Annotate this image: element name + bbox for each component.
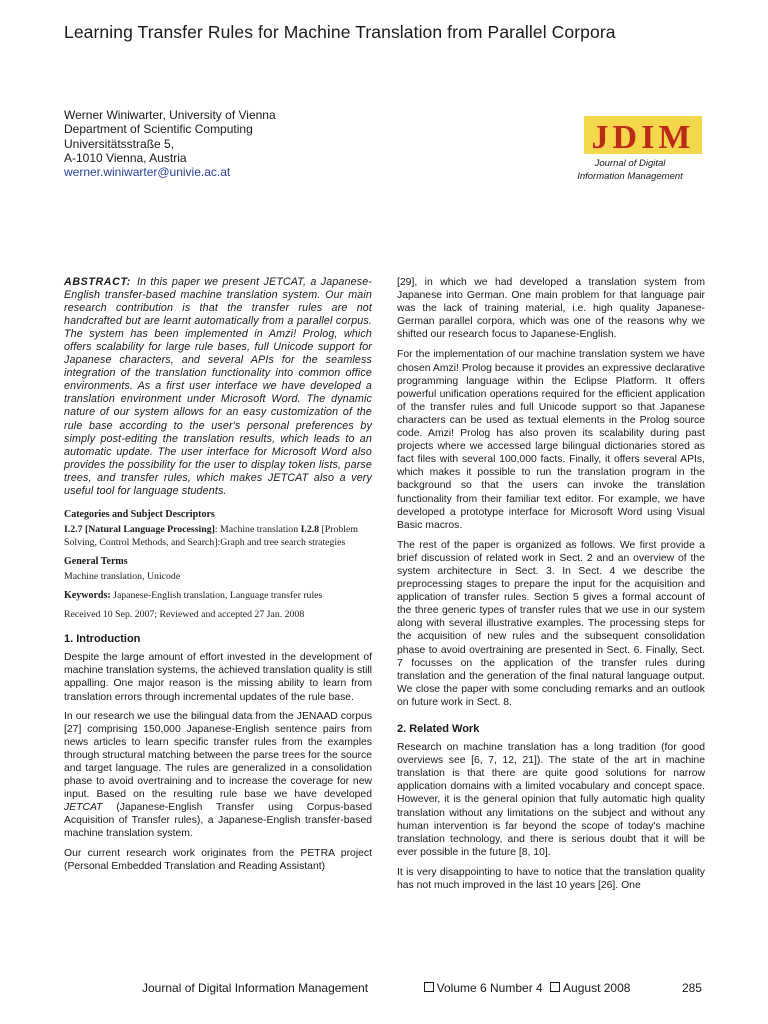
intro-p2-part-a: In our research we use the bilingual data from the JENAAD corpus [27] comprising 150,000 Japanese-English sentence pairs from news articles to learn specific transfer rules from the examples through structural matching between the parse trees for the source and target language. The rules are generalized in a consolidation phase to avoid overtraining and to increase the coverage for new input. Based on the resulting rule base we have developed <box>64 710 372 801</box>
intro-paragraph-1: Despite the large amount of effort invested in the development of machine translation systems, the achieved translation quality is still appalling. One major reason is the missing ability to learn from translation errors through incremental updates of the rule base. <box>64 652 372 703</box>
right-paragraph-1: [29], in which we had developed a translation system from Japanese into German. One main problem for that language pair was the lack of training material, i.e. high quality Japanese-German parallel corpora, which was one of the reasons why we shifted our research focus to Japanese-English. <box>397 277 705 341</box>
category-code-2: I.2.8 <box>300 523 320 535</box>
author-name: Werner Winiwarter, University of Vienna <box>64 108 276 122</box>
abstract-label: ABSTRACT: <box>64 276 131 288</box>
general-terms-heading: General Terms <box>64 555 128 567</box>
checkbox-bullet-icon <box>550 982 560 992</box>
right-paragraph-2: For the implementation of our machine translation system we have chosen Amzi! Prolog because it provides an expressive declarative programming language within the Eclipse Platform. It offers powerful unification operations required for the efficient application of the transfer rules and full Unicode support so that Japanese characters can be used as textual elements in the Prolog source code. Amzi! Prolog has also proven its scalability during past projects where we accessed large bilingual dictionaries stored as fact files with several 100,000 facts. Finally, it offers several APIs, which makes it possible to run the translation program in the background so that the users can invoke the translation functionality from their familiar text editor. For example, we have developed a prototype interface for Microsoft Word using Visual Basic macros. <box>397 349 705 531</box>
right-paragraph-3: The rest of the paper is organized as follows. We first provide a brief discussion of related work in Sect. 2 and an overview of the system architecture in Sect. 3. In Sect. 4 we describe the preprocessing stages to prepare the input for the acquisition and application of transfer rules. Section 5 gives a formal account of the three generic types of transfer rules that we use in our system along with several illustrative examples. The processing steps for the acquisition of new rules and the subsequent consolidation phase to avoid overtraining are presented in Sect. 6. Finally, Sect. 7 focusses on the application of the transfer rules during translation and the generation of the final natural language output. We close the paper with some concluding remarks and an outlook on future work in Sect. 8. <box>397 539 705 708</box>
intro-paragraph-3: Our current research work originates from the PETRA project (Personal Embedded Translation and Reading Assistant) <box>64 847 372 872</box>
general-terms-text: Machine translation, Unicode <box>64 570 181 582</box>
abstract <box>64 276 372 498</box>
author-street: Universitätsstraße 5, <box>64 136 175 151</box>
category-text-1: : Machine translation <box>214 523 299 535</box>
footer-date: August 2008 <box>563 981 631 995</box>
abstract-text: In this paper we present JETCAT, a Japanese-English transfer-based machine translation system. Our main research contribution is that the transfer rules are not handcrafted but are learnt automatically from a parallel corpus. The system has been implemented in Amzi! Prolog, which offers scalability for large rule bases, full Unicode support for Japanese characters, and several APIs for the seamless integration of the translation functionality into common office environments. As a first user interface we have developed a translation environment under Microsoft Word. The dynamic nature of our system allows for an easy customization of the rule base according to the user's personal preferences by simply post-editing the translation results, which leads to an automatic update. The user interface for Microsoft Word also provides the possibility for the user to display token lists, parse trees, and transfer rules, which makes JETCAT also a very useful tool for language students. <box>64 276 372 497</box>
author-department: Department of Scientific Computing <box>64 122 253 137</box>
keywords-label: Keywords: <box>64 589 111 601</box>
author-block <box>64 108 424 179</box>
logo-caption-line2: Information Management <box>577 170 683 182</box>
logo-caption-line1: Journal of Digital <box>594 158 666 169</box>
keywords-text: Japanese-English translation, Language transfer rules <box>113 589 323 601</box>
author-email-link[interactable]: werner.winiwarter@univie.ac.at <box>64 165 231 180</box>
jetcat-name: JETCAT <box>64 802 103 814</box>
categories-text <box>64 523 372 549</box>
author-city: A-1010 Vienna, Austria <box>64 150 187 165</box>
category-code-1: I.2.7 [Natural Language Processing] <box>64 523 215 535</box>
received-dates: Received 10 Sep. 2007; Reviewed and accepted 27 Jan. 2008 <box>64 609 305 621</box>
related-work-heading: 2. Related Work <box>397 723 480 735</box>
right-column <box>397 276 705 899</box>
paper-title: Learning Transfer Rules for Machine Translation from Parallel Corpora <box>64 22 616 42</box>
logo-letters: JDIM <box>591 119 695 156</box>
footer-journal: Journal of Digital Information Management <box>142 981 369 995</box>
related-paragraph-2: It is very disappointing to have to notice that the translation quality has not much improved in the last 10 years [26]. One <box>397 866 705 892</box>
checkbox-bullet-icon <box>424 982 434 992</box>
jdim-logo <box>584 112 702 158</box>
left-column <box>64 276 372 879</box>
page-footer <box>142 981 702 995</box>
intro-paragraph-2 <box>64 710 372 841</box>
page-number: 285 <box>681 981 702 995</box>
introduction-heading: 1. Introduction <box>64 633 141 646</box>
logo-caption <box>560 158 700 183</box>
footer-volume: Volume 6 Number 4 <box>436 981 543 995</box>
category-text-2: [Problem Solving, Control Methods, and Search]:Graph and tree search strategies <box>64 523 358 548</box>
intro-p2-part-b: (Japanese-English Transfer using Corpus-based Acquisition of Transfer rules), a Japanese-English transfer-based machine translation system. <box>64 802 372 840</box>
keywords <box>64 589 372 602</box>
categories-heading: Categories and Subject Descriptors <box>64 508 215 520</box>
footer-issue <box>420 981 631 995</box>
related-paragraph-1: Research on machine translation has a long tradition (for good overviews see [6, 7, 12, 21]). The state of the art in machine translation is that there are quite good solutions for narrow application domains with a limited vocabulary and concept space. However, it is the general opinion that fully automatic high quality translation without any limitations on the subject and without any human intervention is far beyond the scope of today's machine translation technology, and there is serious doubt that it will be ever possible in the future [8, 10]. <box>397 742 705 858</box>
